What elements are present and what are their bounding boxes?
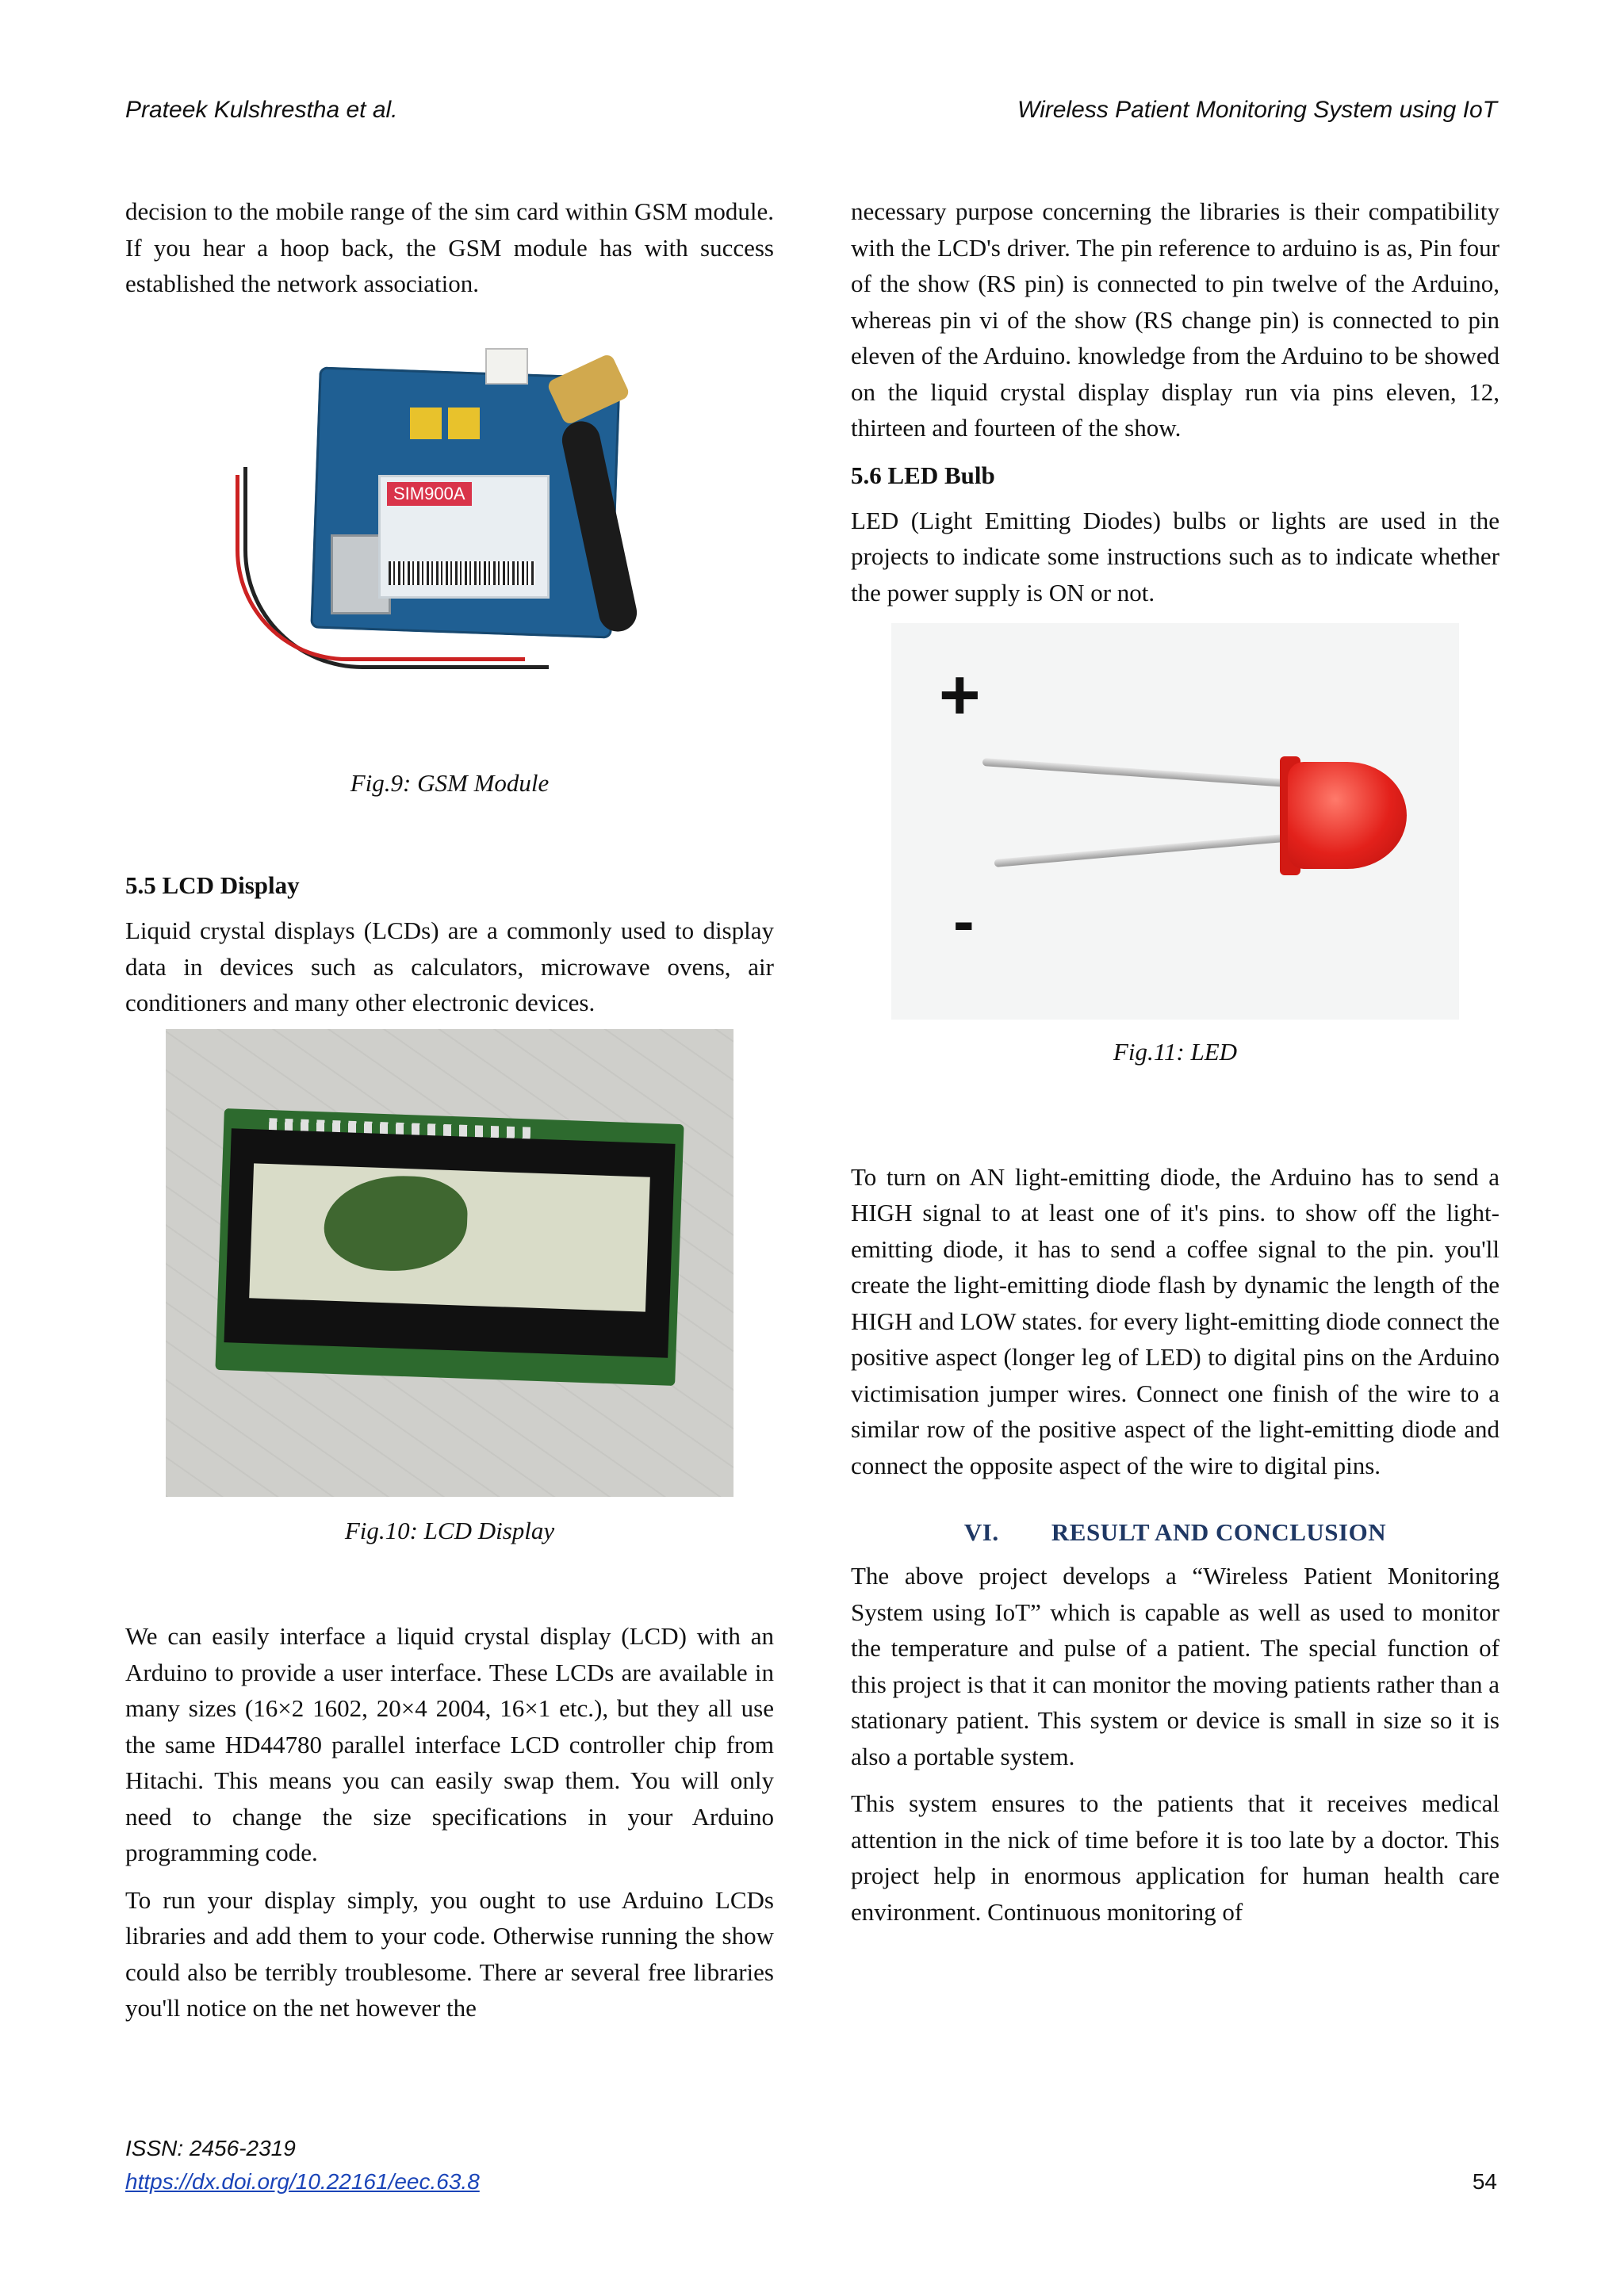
connector	[485, 348, 528, 385]
figure-caption: Fig.11: LED	[1113, 1038, 1238, 1066]
section-heading: 5.5 LCD Display	[125, 871, 300, 899]
running-header-title: Wireless Patient Monitoring System using IoT	[1017, 97, 1497, 123]
section-heading: 5.6 LED Bulb	[851, 461, 995, 489]
plus-sign: +	[939, 656, 981, 735]
paragraph: To run your display simply, you ought to use Arduino LCDs libraries and add them to your code. Otherwise running the show could also be terribly troublesome. There ar several free libraries you'll notice on the net however the	[125, 1885, 774, 2022]
paragraph: To turn on AN light-emitting diode, the Arduino has to send a HIGH signal to at least one of it's pins. to show off the light-emitting diode, it has to send a coffee signal to the pin. you'll create the light-emitting diode flash by dynamic the length of the HIGH and LOW states. for every light-emitting diode connect the positive aspect (longer leg of LED) to digital pins on the Arduino victimisation jumper wires. Connect one finish of the wire to a similar row of the positive aspect of the light-emitting diode and connect the opposite aspect of the wire to digital pins.	[851, 1162, 1500, 1479]
paragraph: necessary purpose concerning the libraries is their compatibility with the LCD's driver. The pin reference to arduino is as, Pin four of the show (RS pin) is connected to pin twelve of the Arduino, whereas pin vi of the show (RS change pin) is connected to pin eleven of the Arduino. knowledge from the Arduino to be showed on the liquid crystal display display run via pins eleven, 12, thirteen and fourteen of the show.	[851, 197, 1500, 442]
paragraph: Liquid crystal displays (LCDs) are a commonly used to display data in devices such as calculators, microwave ovens, air conditioners and many other electronic devices.	[125, 916, 774, 1016]
figure-caption: Fig.10: LCD Display	[344, 1516, 555, 1544]
gsm-module-image	[180, 332, 719, 760]
paragraph: We can easily interface a liquid crystal display (LCD) with an Arduino to provide a user interface. These LCDs are available in many sizes (16×2 1602, 20×4 2004, 16×1 etc.), but they all use the same HD44780 parallel interface LCD controller chip from Hitachi. This means you can easily swap them. You will only need to change the size specifications in your Arduino programming code.	[125, 1622, 774, 1866]
led-bulb	[1288, 762, 1407, 869]
footer-issn: ISSN: 2456-2319	[125, 2136, 296, 2160]
doi-link[interactable]: https://dx.doi.org/10.22161/eec.63.8	[125, 2169, 480, 2194]
jumper-blocks	[410, 408, 442, 439]
led-leg-short	[994, 832, 1311, 867]
paragraph: LED (Light Emitting Diodes) bulbs or lights are used in the projects to indicate some instructions such as to indicate whether the power supply is ON or not.	[851, 506, 1500, 607]
section-title	[851, 1518, 1500, 1547]
paragraph: The above project develops a “Wireless Patient Monitoring System using IoT” which is capable as well as used to monitor the temperature and pulse of a patient. The special function of this project is that it can monitor the moving patients rather than a stationary patient. This system or device is small in size so it is also a portable system.	[851, 1562, 1500, 1770]
right-column	[851, 193, 1500, 1941]
running-header-authors: Prateek Kulshrestha et al.	[125, 97, 398, 123]
minus-sign: -	[953, 886, 975, 956]
paragraph: decision to the mobile range of the sim card within GSM module. If you hear a hoop back, the GSM module has with success established the network association.	[125, 197, 774, 297]
led-leg-long	[982, 758, 1316, 789]
page-number: 54	[1472, 2169, 1497, 2194]
lcd-display-image	[166, 1029, 733, 1497]
gsm-chip	[378, 475, 550, 599]
left-column	[125, 193, 774, 2038]
barcode	[389, 561, 535, 585]
chip-label: SIM900A	[387, 482, 472, 506]
figure-caption: Fig.9: GSM Module	[350, 768, 550, 797]
paragraph: This system ensures to the patients that it receives medical attention in the nick of time before it is too late by a doctor. This project help in enormous application for human health care environment. Continuous monitoring of	[851, 1789, 1500, 1926]
led-image	[891, 623, 1459, 1020]
section-number: VI.	[963, 1518, 999, 1546]
section-title-text: RESULT AND CONCLUSION	[1051, 1518, 1387, 1546]
